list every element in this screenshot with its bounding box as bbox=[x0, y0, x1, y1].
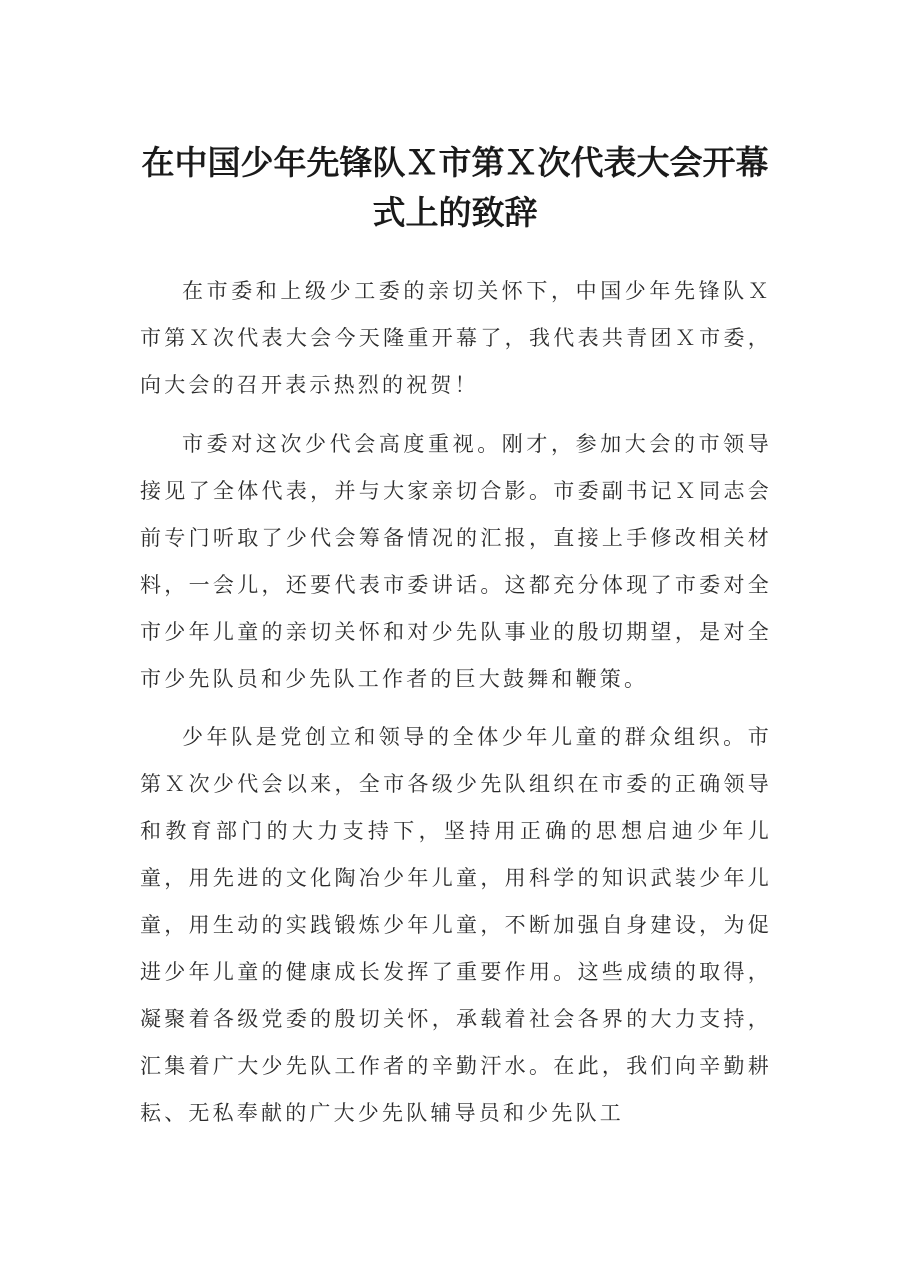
paragraph-2: 市委对这次少代会高度重视。刚才，参加大会的市领导接见了全体代表，并与大家亲切合影。市委副书记Ｘ同志会前专门听取了少代会筹备情况的汇报，直接上手修改相关材料，一会儿，还要代表市委讲话。这都充分体现了市委对全市少年儿童的亲切关怀和对少先队事业的殷切期望，是对全市少先队员和少先队工作者的巨大鼓舞和鞭策。 bbox=[140, 431, 772, 691]
document-body bbox=[140, 268, 772, 1149]
paragraph-1: 在市委和上级少工委的亲切关怀下，中国少年先锋队Ｘ市第Ｘ次代表大会今天隆重开幕了，我代表共青团Ｘ市委，向大会的召开表示热烈的祝贺！ bbox=[140, 279, 772, 397]
document-title: 在中国少年先锋队Ｘ市第Ｘ次代表大会开幕式上的致辞 bbox=[141, 143, 769, 232]
paragraph-3: 少年队是党创立和领导的全体少年儿童的群众组织。市第Ｘ次少代会以来，全市各级少先队组织在市委的正确领导和教育部门的大力支持下，坚持用正确的思想启迪少年儿童，用先进的文化陶冶少年儿童，用科学的知识武装少年儿童，用生动的实践锻炼少年儿童，不断加强自身建设，为促进少年儿童的健康成长发挥了重要作用。这些成绩的取得，凝聚着各级党委的殷切关怀，承载着社会各界的大力支持，汇集着广大少先队工作者的辛勤汗水。在此，我们向辛勤耕耘、无私奉献的广大少先队辅导员和少先队工 bbox=[140, 725, 772, 1125]
